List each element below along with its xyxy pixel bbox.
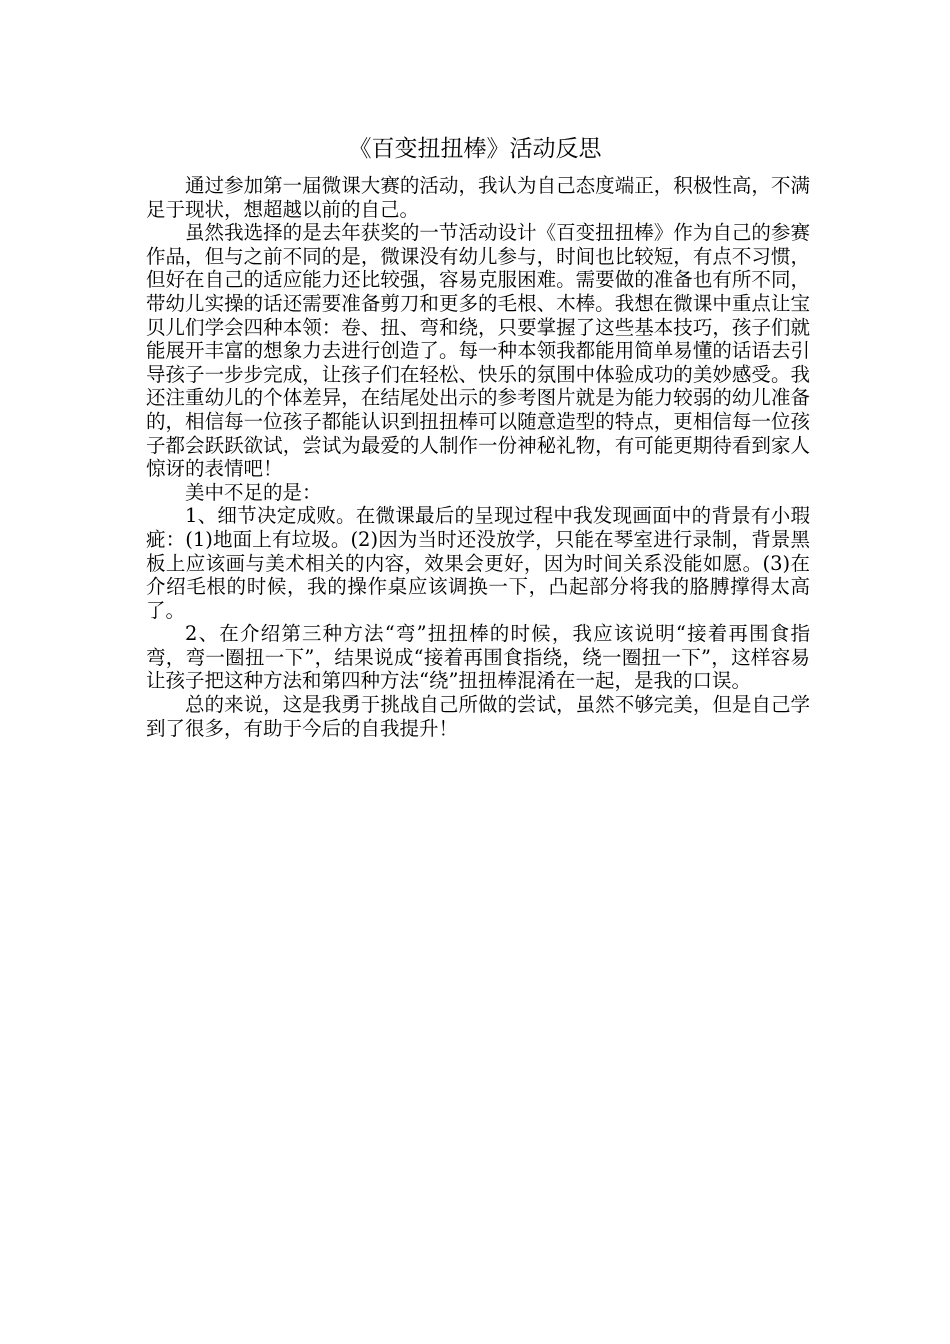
paragraph-shortcoming-2: 2、在介绍第三种方法“弯”扭扭棒的时候，我应该说明“接着再围食指弯，弯一圈扭一下”，结果说成“接着再围食指绕，绕一圈扭一下”，这样容易让孩子把这种方法和第四种方法“绕”扭扭棒混淆在一起，是我的口误。 [146, 622, 810, 693]
paragraph-conclusion: 总的来说，这是我勇于挑战自己所做的尝试，虽然不够完美，但是自己学到了很多，有助于今后的自我提升！ [146, 693, 810, 740]
paragraph-intro: 通过参加第一届微课大赛的活动，我认为自己态度端正，积极性高，不满足于现状，想超越以前的自己。 [146, 174, 810, 221]
document-body [146, 174, 810, 740]
paragraph-shortcomings-heading: 美中不足的是： [185, 480, 322, 504]
paragraph-shortcoming-1: 1、细节决定成败。在微课最后的呈现过程中我发现画面中的背景有小瑕疵：(1)地面上有垃圾。(2)因为当时还没放学，只能在琴室进行录制，背景黑板上应该画与美术相关的内容，效果会更好，因为时间关系没能如愿。(3)在介绍毛根的时候，我的操作桌应该调换一下，凸起部分将我的胳膊撑得太高了。 [146, 504, 810, 622]
paragraph-main: 虽然我选择的是去年获奖的一节活动设计《百变扭扭棒》作为自己的参赛作品，但与之前不同的是，微课没有幼儿参与，时间也比较短，有点不习惯，但好在自己的适应能力还比较强，容易克服困难。需要做的准备也有所不同，带幼儿实操的话还需要准备剪刀和更多的毛根、木棒。我想在微课中重点让宝贝儿们学会四种本领：卷、扭、弯和绕，只要掌握了这些基本技巧，孩子们就能展开丰富的想象力去进行创造了。每一种本领我都能用简单易懂的话语去引导孩子一步步完成，让孩子们在轻松、快乐的氛围中体验成功的美妙感受。我还注重幼儿的个体差异，在结尾处出示的参考图片就是为能力较弱的幼儿准备的，相信每一位孩子都能认识到扭扭棒可以随意造型的特点，更相信每一位孩子都会跃跃欲试，尝试为最爱的人制作一份神秘礼物，有可能更期待看到家人惊讶的表情吧！ [146, 221, 810, 481]
document-title: 《百变扭扭棒》活动反思 [348, 136, 602, 162]
